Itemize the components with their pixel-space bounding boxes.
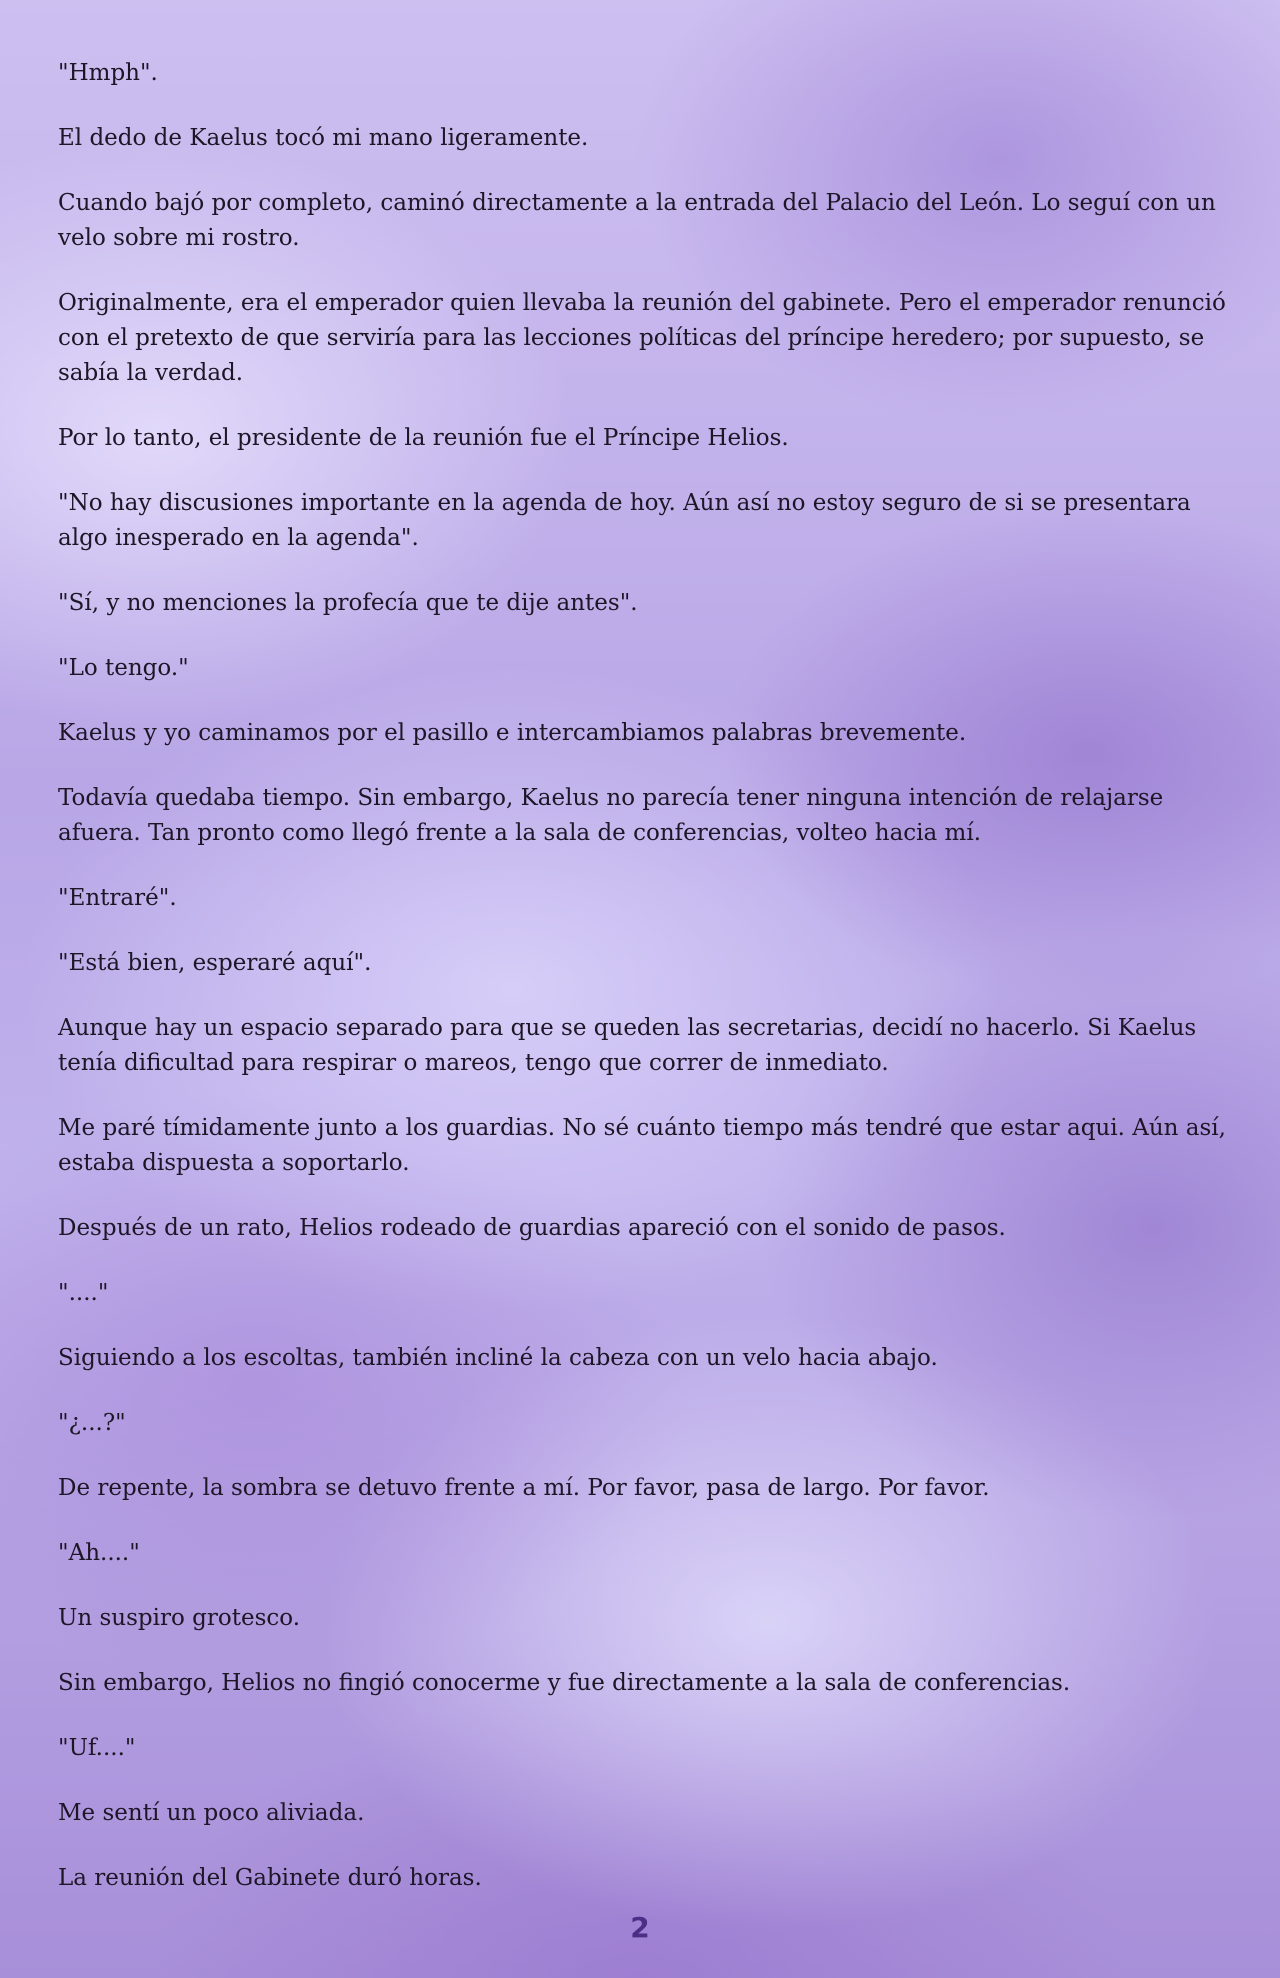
paragraph: Me paré tímidamente junto a los guardias. No sé cuánto tiempo más tendré que estar aqui. Aún así, estaba dispuesta a soportarlo. [58, 1115, 1226, 1176]
paragraph: "Hmph". [58, 60, 158, 86]
document-body [58, 56, 1228, 1926]
paragraph: Me sentí un poco aliviada. [58, 1800, 365, 1826]
paragraph: "Entraré". [58, 885, 177, 911]
paragraph: Después de un rato, Helios rodeado de guardias apareció con el sonido de pasos. [58, 1215, 1006, 1241]
paragraph: Siguiendo a los escoltas, también incliné la cabeza con un velo hacia abajo. [58, 1345, 938, 1371]
paragraph: Todavía quedaba tiempo. Sin embargo, Kaelus no parecía tener ninguna intención de relajarse afuera. Tan pronto como llegó frente a la sala de conferencias, volteo hacia mí. [58, 785, 1164, 846]
paragraph: "Lo tengo." [58, 655, 189, 681]
paragraph: "¿...?" [58, 1410, 126, 1436]
paragraph: Por lo tanto, el presidente de la reunión fue el Príncipe Helios. [58, 425, 789, 451]
paragraph: "Uf...." [58, 1735, 136, 1761]
paragraph: "Sí, y no menciones la profecía que te dije antes". [58, 590, 638, 616]
page-number: 2 [630, 1911, 650, 1944]
paragraph: "No hay discusiones importante en la agenda de hoy. Aún así no estoy seguro de si se presentara algo inesperado en la agenda". [58, 490, 1191, 551]
paragraph: De repente, la sombra se detuvo frente a mí. Por favor, pasa de largo. Por favor. [58, 1475, 990, 1501]
paragraph: Aunque hay un espacio separado para que se queden las secretarias, decidí no hacerlo. Si Kaelus tenía dificultad para respirar o mareos, tengo que correr de inmediato. [58, 1015, 1197, 1076]
paragraph: El dedo de Kaelus tocó mi mano ligeramente. [58, 125, 589, 151]
paragraph: Cuando bajó por completo, caminó directamente a la entrada del Palacio del León. Lo seguí con un velo sobre mi rostro. [58, 190, 1216, 251]
paragraph: La reunión del Gabinete duró horas. [58, 1865, 482, 1891]
paragraph: Un suspiro grotesco. [58, 1605, 301, 1631]
paragraph: Sin embargo, Helios no fingió conocerme y fue directamente a la sala de conferencias. [58, 1670, 1071, 1696]
paragraph: Originalmente, era el emperador quien llevaba la reunión del gabinete. Pero el emperador renunció con el pretexto de que serviría para las lecciones políticas del príncipe heredero; por supuesto, se sabía la verdad. [58, 290, 1226, 386]
paragraph: Kaelus y yo caminamos por el pasillo e intercambiamos palabras brevemente. [58, 720, 967, 746]
paragraph: "Ah...." [58, 1540, 140, 1566]
paragraph: "Está bien, esperaré aquí". [58, 950, 372, 976]
paragraph: "...." [58, 1280, 109, 1306]
